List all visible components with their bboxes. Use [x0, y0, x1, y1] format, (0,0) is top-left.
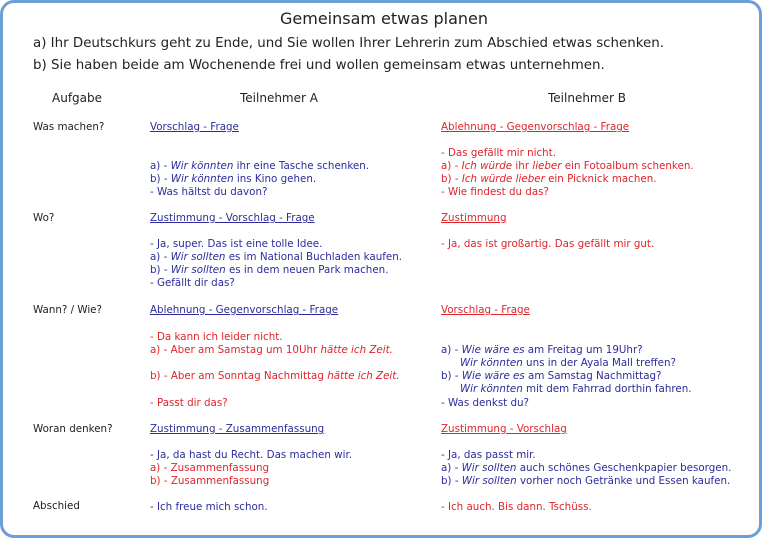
participant-b-heading: Zustimmung [441, 212, 507, 224]
text-segment: b) - [150, 264, 171, 276]
emphasis-phrase: Wir könnten [170, 173, 234, 185]
task-label: Wann? / Wie? [33, 304, 102, 316]
emphasis-phrase: lieber [532, 160, 562, 172]
text-segment: - Gefällt dir das? [150, 277, 235, 289]
text-segment: a) - [150, 160, 171, 172]
text-segment: ins Kino gehen. [233, 173, 317, 185]
emphasis-phrase: Ich würde [461, 160, 513, 172]
participant-b-line [441, 370, 662, 383]
emphasis-phrase: Wir könnten [460, 383, 523, 395]
participant-a-line [150, 397, 228, 410]
task-label: Was machen? [33, 121, 105, 133]
participant-a-line [150, 501, 268, 514]
header-participant-a: Teilnehmer A [240, 91, 318, 105]
text-segment: am Freitag um 19Uhr? [524, 344, 643, 356]
participant-b-line [441, 475, 730, 488]
text-segment: - Ich auch. Bis dann. Tschüss. [441, 501, 592, 513]
text-segment: - Passt dir das? [150, 397, 228, 409]
text-segment: auch schönes Geschenkpapier besorgen. [516, 462, 732, 474]
participant-a-line [150, 462, 269, 475]
intro-line-a: a) Ihr Deutschkurs geht zu Ende, und Sie wollen Ihrer Lehrerin zum Abschied etwas schenken. [33, 36, 664, 51]
text-segment: - Ja, das ist großartig. Das gefällt mir gut. [441, 238, 655, 250]
text-segment: b) - [441, 475, 462, 487]
text-segment: a) - [441, 160, 462, 172]
participant-b-line [460, 383, 692, 396]
participant-b-heading: Ablehnung - Gegenvorschlag - Frage [441, 121, 630, 133]
participant-b-line [460, 357, 676, 370]
text-segment: b) - [150, 173, 171, 185]
participant-b-line [441, 147, 556, 160]
participant-a-line [150, 344, 393, 357]
text-segment: mit dem Fahrrad dorthin fahren. [522, 383, 692, 395]
participant-b-line [441, 344, 643, 357]
emphasis-phrase: Wir könnten [170, 160, 234, 172]
text-segment: es in dem neuen Park machen. [225, 264, 389, 276]
text-segment: - Ja, das passt mir. [441, 449, 536, 461]
participant-b-line [441, 462, 731, 475]
participant-a-line [150, 370, 400, 383]
participant-b-line [441, 449, 536, 462]
text-segment: - Das gefällt mir nicht. [441, 147, 556, 159]
text-segment: uns in der Ayala Mall treffen? [522, 357, 676, 369]
participant-b-line [441, 173, 657, 186]
participant-a-line [150, 449, 352, 462]
text-segment: a) - [150, 251, 171, 263]
participant-a-line [150, 331, 283, 344]
text-segment: a) - Zusammenfassung [150, 462, 270, 474]
header-task: Aufgabe [52, 91, 103, 105]
participant-a-line [150, 160, 369, 173]
task-label: Woran denken? [33, 423, 113, 435]
emphasis-phrase: Wir sollten [461, 462, 517, 474]
task-label: Wo? [33, 212, 55, 224]
participant-a-line [150, 186, 267, 199]
participant-a-line [150, 475, 269, 488]
emphasis-phrase: Wie wäre es [461, 344, 525, 356]
intro-line-b: b) Sie haben beide am Wochenende frei und wollen gemeinsam etwas unternehmen. [33, 58, 605, 73]
text-segment: - Ja, da hast du Recht. Das machen wir. [150, 449, 353, 461]
text-segment: a) - Aber am Samstag um 10Uhr [150, 344, 321, 356]
participant-b-line [441, 501, 592, 514]
participant-b-line [441, 238, 654, 251]
emphasis-phrase: Wie wäre es [461, 370, 525, 382]
emphasis-phrase: hätte ich Zeit. [320, 344, 393, 356]
text-segment: - Da kann ich leider nicht. [150, 331, 283, 343]
text-segment: vorher noch Getränke und Essen kaufen. [516, 475, 731, 487]
participant-b-line [441, 397, 529, 410]
text-segment: b) - [441, 173, 462, 185]
participant-a-heading: Ablehnung - Gegenvorschlag - Frage [150, 304, 339, 316]
text-segment: - Was hältst du davon? [150, 186, 268, 198]
participant-a-line [150, 251, 402, 264]
emphasis-phrase: Ich würde lieber [461, 173, 545, 185]
emphasis-phrase: hätte ich Zeit. [327, 370, 400, 382]
participant-a-line [150, 264, 388, 277]
text-segment: ein Picknick machen. [544, 173, 657, 185]
text-segment: a) - [441, 344, 462, 356]
text-segment: b) - [441, 370, 462, 382]
text-segment: - Wie findest du das? [441, 186, 549, 198]
participant-b-line [441, 186, 549, 199]
emphasis-phrase: Wir sollten [170, 251, 226, 263]
participant-b-heading: Zustimmung - Vorschlag [441, 423, 567, 435]
text-segment: - Ja, super. Das ist eine tolle Idee. [150, 238, 323, 250]
text-segment: - Ich freue mich schon. [150, 501, 268, 513]
emphasis-phrase: Wir sollten [170, 264, 226, 276]
participant-a-line [150, 238, 322, 251]
participant-b-line [441, 160, 694, 173]
page-title: Gemeinsam etwas planen [279, 9, 489, 28]
participant-a-heading: Zustimmung - Vorschlag - Frage [150, 212, 315, 224]
header-participant-b: Teilnehmer B [548, 91, 626, 105]
participant-a-heading: Vorschlag - Frage [150, 121, 239, 133]
participant-b-heading: Vorschlag - Frage [441, 304, 530, 316]
emphasis-phrase: Wir sollten [461, 475, 517, 487]
participant-a-heading: Zustimmung - Zusammenfassung [150, 423, 325, 435]
text-segment: b) - Aber am Sonntag Nachmittag [150, 370, 328, 382]
emphasis-phrase: Wir könnten [460, 357, 523, 369]
text-segment: am Samstag Nachmittag? [524, 370, 662, 382]
text-segment: es im National Buchladen kaufen. [225, 251, 403, 263]
text-segment: ihr [512, 160, 533, 172]
participant-a-line [150, 277, 235, 290]
task-label: Abschied [33, 500, 80, 512]
text-segment: ihr eine Tasche schenken. [233, 160, 370, 172]
text-segment: a) - [441, 462, 462, 474]
text-segment: b) - Zusammenfassung [150, 475, 270, 487]
text-segment: - Was denkst du? [441, 397, 530, 409]
participant-a-line [150, 173, 316, 186]
text-segment: ein Fotoalbum schenken. [561, 160, 694, 172]
